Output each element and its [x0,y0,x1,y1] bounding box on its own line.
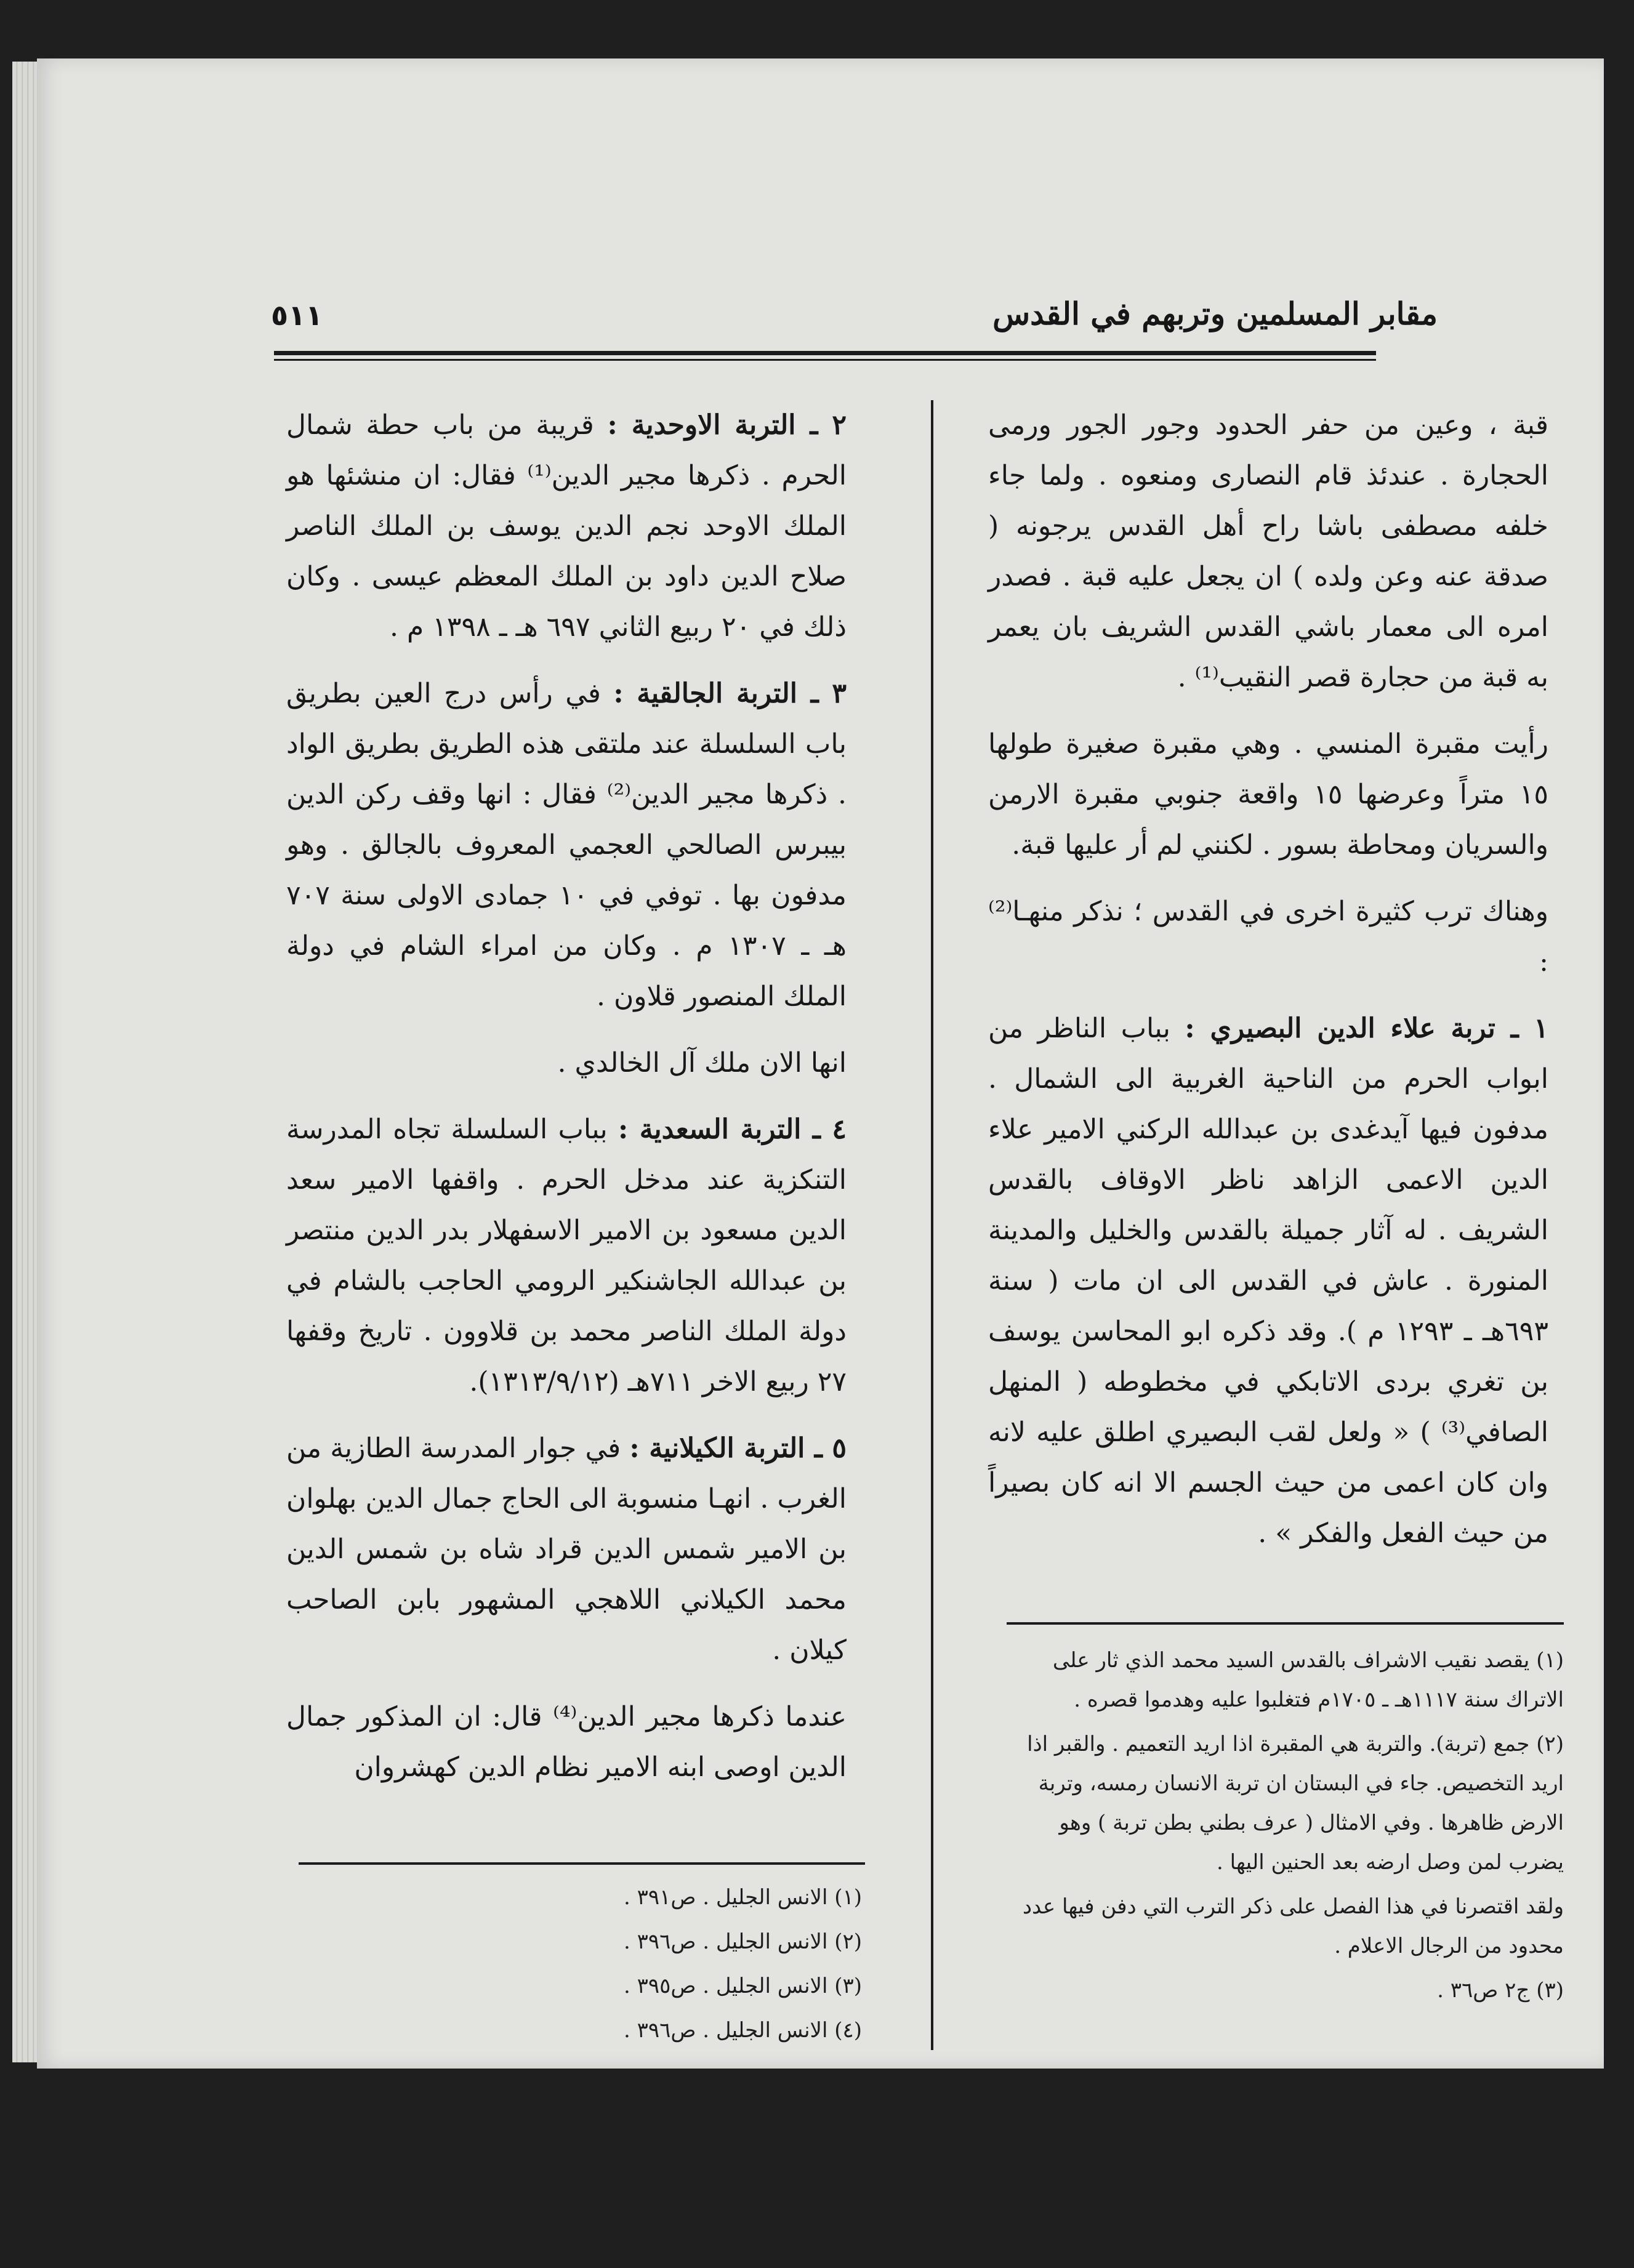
paragraph [988,1003,1548,1559]
footnote: (١) يقصد نقيب الاشراف بالقدس السيد محمد الذي ثار على الاتراك سنة ١١١٧هـ ـ ١٧٠٥م فتغلبوا عليه وهدموا قصره . [1052,1648,1564,1712]
paragraph [286,1423,847,1676]
book-page [37,58,1604,2069]
entry-heading: ١ ـ تربة علاء الدين البصيري : [1185,1013,1549,1044]
paragraph [286,400,847,653]
paragraph [988,400,1548,703]
paragraph-text: في رأس درج العين بطريق باب السلسلة عند ملتقى هذه الطريق بطريق الواد . ذكرها مجير الدين⁽²⁾ فقال : انها وقف ركن الدين بيبرس الصالحي العجمي المعروف بالجالق . وهو مدفون بها . توفي في ١٠ جمادى الاولى سنة ٧٠٧ هـ ـ ١٣٠٧ م . وكان من امراء الشام في دولة الملك المنصور قلاون . [286,678,847,1012]
footnotes-left [296,1878,862,2055]
footnote-rule-left [299,1862,865,1865]
header-rule-thin [274,359,1376,361]
footnote: ولقد اقتصرنا في هذا الفصل على ذكر الترب التي دفن فيها عدد محدود من الرجال الاعلام . [1022,1894,1564,1958]
column-divider [931,400,933,2050]
entry-heading: ٢ ـ التربة الاوحدية : [607,409,847,441]
paragraph-text: رأيت مقبرة المنسي . وهي مقبرة صغيرة طولها ١٥ متراً وعرضها ١٥ واقعة جنوبي مقبرة الارمن والسريان ومحاطة بسور . لكنني لم أر عليها قبة. [988,728,1548,861]
paragraph [988,887,1548,987]
footnote-rule-right [1007,1622,1564,1625]
paragraph-text: بباب الناظر من ابواب الحرم من الناحية الغربية الى الشمال . مدفون فيها آيدغدى بن عبدالله الركني الامير علاء الدين الاعمى الزاهد ناظر الاوقاف بالقدس الشريف . له آثار جميلة بالقدس والخليل والمدينة المنورة . عاش في القدس الى ان مات ( سنة ٦٩٣هـ ـ ١٢٩٣ م ). وقد ذكره ابو المحاسن يوسف بن تغري بردى الاتابكي في مخطوطه ( المنهل الصافي⁽³⁾ ) « ولعل لقب البصيري اطلق عليه لانه وان كان اعمى من حيث الجسم الا انه كان بصيراً من حيث الفعل والفكر » . [988,1013,1548,1549]
footnotes-right [997,1641,1564,2015]
footnote: (٢) الانس الجليل . ص٣٩٦ . [623,1929,862,1954]
page-header [234,243,1456,348]
footnote: (٣) ج٢ ص٣٦ . [1437,1978,1564,2003]
paragraph-text: قبة ، وعين من حفر الحدود وجور الجور ورمى الحجارة . عندئذ قام النصارى ومنعوه . ولما جاء خلفه مصطفى باشا راح أهل القدس يرجونه ( صدقة عنه وعن ولده ) ان يجعل عليه قبة . فصدر امره الى معمار باشي القدس الشريف بان يعمر به قبة من حجارة قصر النقيب⁽¹⁾ . [988,409,1548,693]
left-column [286,400,847,1809]
paragraph-text: انها الان ملك آل الخالدي . [557,1047,847,1079]
running-title: مقابر المسلمين وتربهم في القدس [992,296,1438,332]
paragraph [286,669,847,1022]
right-column [988,400,1548,1575]
footnote: (١) الانس الجليل . ص٣٩١ . [623,1885,862,1910]
entry-heading: ٤ ـ التربة السعدية : [618,1114,847,1145]
paragraph [286,1692,847,1793]
footnote: (٣) الانس الجليل . ص٣٩٥ . [623,1974,862,1998]
paragraph [988,719,1548,871]
entry-heading: ٣ ـ التربة الجالقية : [613,678,847,709]
page-number: ٥١١ [271,299,323,332]
paragraph-text: قريبة من باب حطة شمال الحرم . ذكرها مجير الدين⁽¹⁾ فقال: ان منشئها هو الملك الاوحد نجم الدين يوسف بن الملك الناصر صلاح الدين داود بن الملك المعظم عيسى . وكان ذلك في ٢٠ ربيع الثاني ٦٩٧ هـ ـ ١٣٩٨ م . [286,409,847,643]
footnote: (٤) الانس الجليل . ص٣٩٦ . [623,2018,862,2043]
footnote: (٢) جمع (تربة). والتربة هي المقبرة اذا اريد التعميم . والقبر اذا اريد التخصيص. جاء في البستان ان تربة الانسان رمسه، وتربة الارض ظاهرها . وفي الامثال ( عرف بطني بطن تربة ) وهو يضرب لمن وصل ارضه بعد الحنين اليها . [1027,1732,1564,1875]
paragraph [286,1104,847,1407]
paragraph-text: عندما ذكرها مجير الدين⁽⁴⁾ قال: ان المذكور جمال الدين اوصى ابنه الامير نظام الدين كهشروان [286,1701,847,1783]
paragraph [286,1038,847,1088]
entry-heading: ٥ ـ التربة الكيلانية : [629,1433,847,1464]
paragraph-text: وهناك ترب كثيرة اخرى في القدس ؛ نذكر منهـا⁽²⁾ : [988,896,1548,978]
paragraph-text: في جوار المدرسة الطازية من الغرب . انهـا منسوبة الى الحاج جمال الدين بهلوان بن الامير شمس الدين قراد شاه بن شمس الدين محمد الكيلاني اللاهجي المشهور بابن الصاحب كيلان . [286,1433,847,1666]
header-rule-thick [274,351,1376,355]
paragraph-text: بباب السلسلة تجاه المدرسة التنكزية عند مدخل الحرم . واقفها الامير سعد الدين مسعود بن الامير الاسفهلار بدر الدين منتصر بن عبدالله الجاشنكير الرومي الحاجب بالشام في دولة الملك الناصر محمد بن قلاوون . تاريخ وقفها ٢٧ ربيع الاخر ٧١١هـ (١٣١٣/٩/١٢). [286,1114,847,1397]
